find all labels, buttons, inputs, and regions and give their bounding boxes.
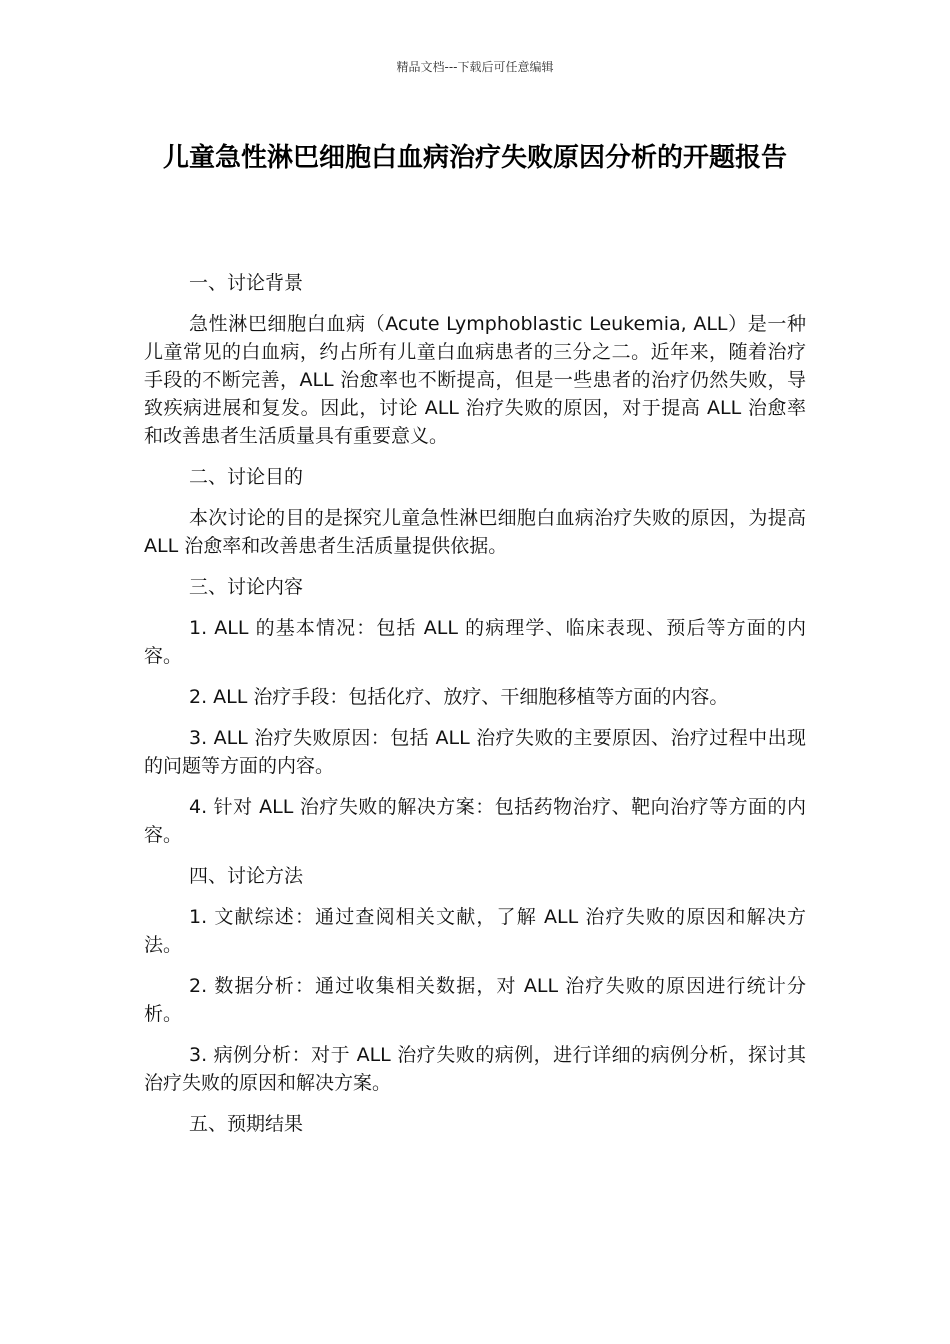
section-heading-method: 四、讨论方法	[189, 865, 304, 887]
header-note: 精品文档---下载后可任意编辑	[396, 60, 554, 74]
document-title: 儿童急性淋巴细胞白血病治疗失败原因分析的开题报告	[162, 143, 787, 173]
list-item-method-2: 2. 数据分析：通过收集相关数据，对 ALL 治疗失败的原因进行统计分析。	[144, 975, 806, 1025]
paragraph-background: 急性淋巴细胞白血病（Acute Lymphoblastic Leukemia, ALL）是一种儿童常见的白血病，约占所有儿童白血病患者的三分之二。近年来，随着治疗手段的不断完善，ALL 治愈率也不断提高，但是一些患者的治疗仍然失败，导致疾病进展和复发。因此，讨论 ALL 治疗失败的原因，对于提高 ALL 治愈率和改善患者生活质量具有重要意义。	[144, 313, 806, 447]
section-heading-content: 三、讨论内容	[189, 576, 304, 598]
list-item-content-4: 4. 针对 ALL 治疗失败的解决方案：包括药物治疗、靶向治疗等方面的内容。	[144, 796, 806, 846]
document-body	[144, 269, 806, 1151]
section-heading-background: 一、讨论背景	[189, 272, 304, 294]
list-item-content-3: 3. ALL 治疗失败原因：包括 ALL 治疗失败的主要原因、治疗过程中出现的问题等方面的内容。	[144, 727, 806, 777]
paragraph-purpose: 本次讨论的目的是探究儿童急性淋巴细胞白血病治疗失败的原因，为提高 ALL 治愈率和改善患者生活质量提供依据。	[144, 507, 806, 557]
section-heading-expected-results: 五、预期结果	[189, 1113, 304, 1135]
list-item-method-3: 3. 病例分析：对于 ALL 治疗失败的病例，进行详细的病例分析，探讨其治疗失败的原因和解决方案。	[144, 1044, 806, 1094]
list-item-content-1: 1. ALL 的基本情况：包括 ALL 的病理学、临床表现、预后等方面的内容。	[144, 617, 806, 667]
list-item-method-1: 1. 文献综述：通过查阅相关文献，了解 ALL 治疗失败的原因和解决方法。	[144, 906, 806, 956]
list-item-content-2: 2. ALL 治疗手段：包括化疗、放疗、干细胞移植等方面的内容。	[189, 686, 729, 708]
section-heading-purpose: 二、讨论目的	[189, 466, 304, 488]
